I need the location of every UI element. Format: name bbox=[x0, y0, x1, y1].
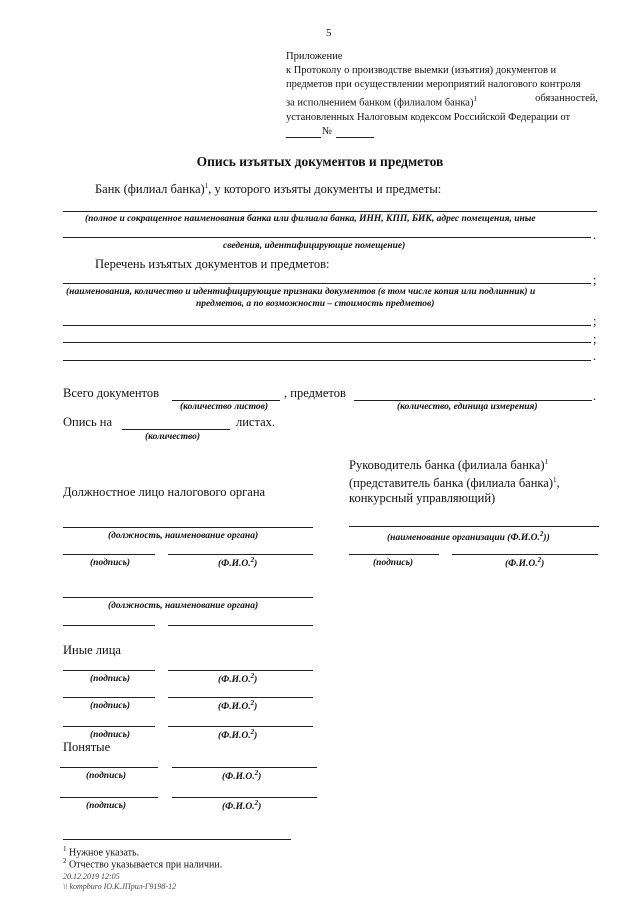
fio-field[interactable] bbox=[168, 554, 313, 555]
signature-field[interactable] bbox=[63, 697, 155, 698]
hint-fio: (Ф.И.О.$^2$) bbox=[218, 699, 258, 713]
footnote-1: $^1$ Нужное указать. bbox=[63, 845, 140, 859]
tax-official-label: Должностное лицо налогового органа bbox=[63, 485, 266, 499]
footer-date: 20.12.2019 12:05 bbox=[63, 872, 120, 881]
footnote-2: $^2$ Отчество указывается при наличии. bbox=[63, 857, 223, 871]
fio-field[interactable] bbox=[168, 625, 313, 626]
bank-fill-line-2[interactable] bbox=[63, 237, 591, 238]
hint-signature: (подпись) bbox=[373, 558, 414, 568]
footnote-divider bbox=[63, 839, 291, 840]
tax-official-position-field[interactable] bbox=[63, 527, 313, 528]
hint-fio: (Ф.И.О.$^2$) bbox=[222, 769, 262, 783]
bank-line: Банк (филиал банка)$^1$, у которого изъяты документы и предметы: bbox=[95, 182, 442, 197]
hint-signature: (подпись) bbox=[90, 730, 131, 740]
appendix-line: установленных Налоговым кодексом Российской Федерации от bbox=[286, 111, 571, 123]
page-number: 5 bbox=[326, 27, 332, 39]
bank-head-label: Руководитель банка (филиала банка)$^1$ (представитель банка (филиала банка)$^1$, конкурсный управляющий) bbox=[349, 458, 560, 506]
other-persons-label: Иные лица bbox=[63, 643, 121, 657]
fio-field[interactable] bbox=[168, 726, 313, 727]
signature-field[interactable] bbox=[60, 767, 158, 768]
signature-field[interactable] bbox=[63, 726, 155, 727]
punct: ; bbox=[593, 314, 597, 328]
appendix-date-number: № bbox=[286, 125, 598, 139]
appendix-line: за исполнением банком (филиалом банка)$^1$ обязанностей, bbox=[286, 93, 598, 109]
fio-field[interactable] bbox=[172, 767, 317, 768]
inventory-sheets-field[interactable] bbox=[122, 429, 230, 430]
fio-field[interactable] bbox=[168, 697, 313, 698]
punct: . bbox=[593, 228, 597, 242]
bank-org-fio-field[interactable] bbox=[349, 526, 599, 527]
punct: . bbox=[593, 349, 597, 363]
hint-fio: (Ф.И.О.$^2$) bbox=[222, 799, 262, 813]
hint-fio: (Ф.И.О.$^2$) bbox=[218, 728, 258, 742]
inventory-on-label: Опись на bbox=[63, 415, 113, 429]
punct: ; bbox=[593, 332, 597, 346]
footer bbox=[63, 872, 176, 892]
fio-field[interactable] bbox=[168, 670, 313, 671]
hint-qty-unit: (количество, единица измерения) bbox=[397, 402, 538, 412]
inventory-sheets-label: листах. bbox=[236, 415, 276, 429]
punct: . bbox=[593, 389, 597, 403]
total-items-field[interactable] bbox=[354, 400, 592, 401]
signature-field[interactable] bbox=[349, 554, 439, 555]
hint-signature: (подпись) bbox=[86, 801, 127, 811]
signature-field[interactable] bbox=[63, 670, 155, 671]
hint-signature: (подпись) bbox=[90, 674, 131, 684]
hint-count: (количество) bbox=[145, 432, 201, 442]
punct: ; bbox=[593, 273, 597, 287]
list-hint-2: предметов, а по возможности – стоимость предметов) bbox=[196, 299, 435, 309]
bank-hint-2: сведения, идентифицирующие помещение) bbox=[223, 241, 406, 251]
list-fill-line-2[interactable] bbox=[63, 325, 591, 326]
list-hint-1: (наименования, количество и идентифицирующие признаки документов (в том числе копия или подлинник) и bbox=[66, 287, 536, 297]
document-title: Опись изъятых документов и предметов bbox=[196, 154, 444, 169]
fio-field[interactable] bbox=[172, 797, 317, 798]
hint-signature: (подпись) bbox=[90, 701, 131, 711]
hint-sheets-count: (количество листов) bbox=[180, 402, 269, 412]
footer-id: \\ kompburo IO.K.JПрил-Г9198-12 bbox=[63, 882, 177, 891]
appendix-title: Приложение bbox=[286, 51, 343, 62]
total-documents-label: Всего документов bbox=[63, 386, 159, 400]
signature-field[interactable] bbox=[60, 797, 158, 798]
signature-field[interactable] bbox=[63, 554, 155, 555]
bank-hint-1: (полное и сокращенное наименования банка или филиала банка, ИНН, КПП, БИК, адрес помещения, иные bbox=[85, 214, 536, 224]
witnesses-label: Понятые bbox=[63, 740, 111, 754]
list-line: Перечень изъятых документов и предметов: bbox=[95, 257, 330, 271]
bank-fill-line[interactable] bbox=[63, 211, 597, 212]
list-fill-line-1[interactable] bbox=[63, 283, 591, 284]
hint-position-org: (должность, наименование органа) bbox=[108, 531, 259, 541]
hint-org-fio: (наименование организации (Ф.И.О.$^2$)) bbox=[387, 530, 550, 544]
hint-signature: (подпись) bbox=[90, 558, 131, 568]
signature-field[interactable] bbox=[63, 625, 155, 626]
appendix-line: предметов при осуществлении мероприятий налогового контроля bbox=[286, 79, 581, 90]
position-field[interactable] bbox=[63, 597, 313, 598]
hint-fio: (Ф.И.О.$^2$) bbox=[505, 556, 545, 570]
list-fill-line-3[interactable] bbox=[63, 342, 591, 343]
total-items-label: , предметов bbox=[284, 386, 346, 400]
hint-fio: (Ф.И.О.$^2$) bbox=[218, 556, 258, 570]
list-fill-line-4[interactable] bbox=[63, 360, 591, 361]
hint-position-org: (должность, наименование органа) bbox=[108, 601, 259, 611]
fio-field[interactable] bbox=[452, 554, 598, 555]
appendix-block bbox=[286, 50, 598, 139]
hint-fio: (Ф.И.О.$^2$) bbox=[218, 672, 258, 686]
total-documents-field[interactable] bbox=[172, 400, 280, 401]
appendix-line: к Протоколу о производстве выемки (изъятия) документов и bbox=[286, 65, 557, 76]
hint-signature: (подпись) bbox=[86, 771, 127, 781]
